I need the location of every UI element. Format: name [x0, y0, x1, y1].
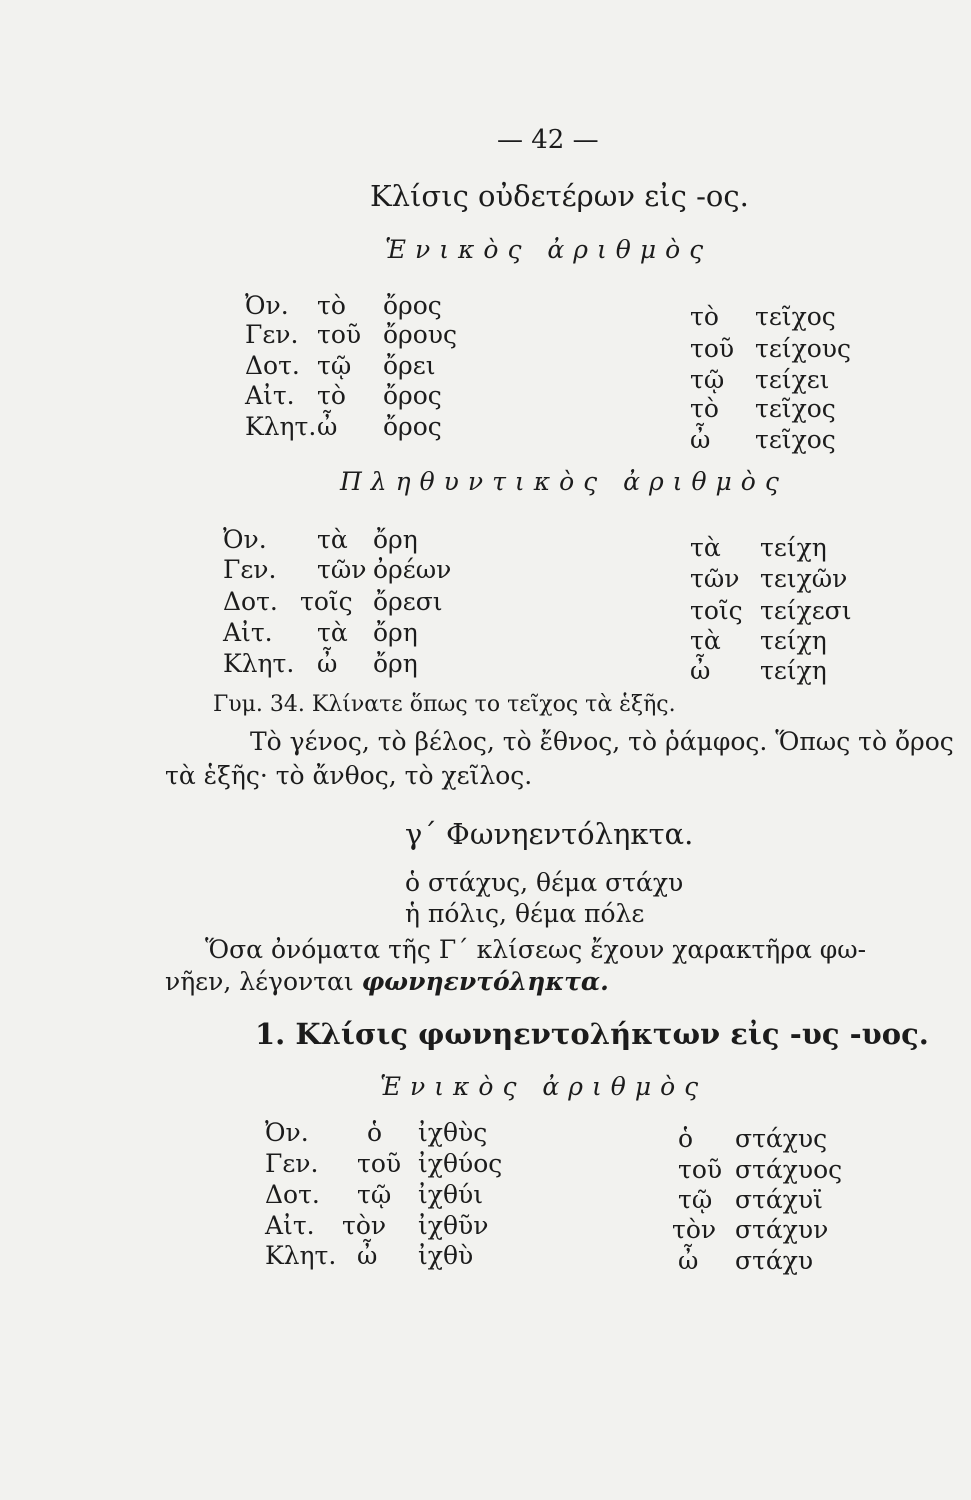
paragraph-line: [165, 969, 609, 994]
noun-form: ὄρη: [373, 525, 418, 554]
article: τοῖς: [690, 596, 743, 625]
article: τῷ: [690, 365, 725, 394]
noun-form: ἰχθύος: [418, 1149, 503, 1178]
noun-form: ἰχθύι: [418, 1180, 484, 1209]
noun-form: ὄρους: [383, 320, 457, 349]
article: ὁ: [367, 1118, 383, 1147]
case-label: Αἰτ.: [265, 1211, 315, 1240]
noun-form: ἰχθὺς: [418, 1118, 488, 1147]
noun-form: τεῖχος: [755, 425, 836, 454]
case-label: Κλητ.: [223, 649, 295, 678]
case-label: Κλητ.: [245, 412, 317, 441]
section1-singular-title: Ἑνικὸς ἀριθμὸς: [385, 235, 713, 264]
noun-form: στάχυϊ: [735, 1185, 823, 1214]
article: ὦ: [317, 649, 338, 678]
case-label: Δοτ.: [265, 1180, 320, 1209]
example-line: ἡ πόλις, θέμα πόλε: [405, 899, 645, 928]
noun-form: ὄρος: [383, 291, 442, 320]
article: τὰ: [317, 525, 348, 554]
article: τοῦ: [690, 334, 735, 363]
noun-form: τείχει: [755, 365, 830, 394]
article: τῶν: [317, 555, 367, 584]
article: τὸν: [672, 1215, 717, 1244]
noun-form: ἰχθὺ: [418, 1241, 474, 1270]
exercise-line: Τὸ γένος, τὸ βέλος, τὸ ἔθνος, τὸ ῥάμφος. Ὅπως τὸ ὄρος: [250, 727, 954, 756]
case-label: Ὀν.: [245, 291, 289, 320]
noun-form: τείχεσι: [760, 596, 852, 625]
case-label: Αἰτ.: [223, 618, 273, 647]
article: τῷ: [357, 1180, 392, 1209]
example-line: ὁ στάχυς, θέμα στάχυ: [405, 868, 684, 897]
article: τὸ: [317, 381, 346, 410]
article: τῷ: [678, 1185, 713, 1214]
article: τὰ: [690, 533, 721, 562]
article: τὸ: [690, 302, 719, 331]
noun-form: ὄρη: [373, 649, 418, 678]
noun-form: στάχυν: [735, 1215, 829, 1244]
paragraph-line: Ὅσα ὀνόματα τῆς Γ΄ κλίσεως ἔχουν χαρακτῆρα φω-: [205, 935, 867, 964]
article: ὦ: [678, 1246, 699, 1275]
noun-form: τεῖχος: [755, 302, 836, 331]
noun-form: στάχυ: [735, 1246, 814, 1275]
article: ὦ: [317, 412, 338, 441]
article: τοῦ: [678, 1155, 723, 1184]
article: τὰ: [690, 626, 721, 655]
noun-form: τεῖχος: [755, 394, 836, 423]
article: τὸ: [317, 291, 346, 320]
article: ὦ: [690, 425, 711, 454]
section1-title: Κλίσις οὐδετέρων εἰς -ος.: [370, 179, 749, 213]
case-label: Γεν.: [223, 555, 277, 584]
article: τῶν: [690, 564, 740, 593]
noun-form: ὄρεσι: [373, 587, 443, 616]
article: τοῖς: [300, 587, 353, 616]
case-label: Κλητ.: [265, 1241, 337, 1270]
case-label: Γεν.: [265, 1149, 319, 1178]
page-number: — 42 —: [497, 125, 599, 155]
article: ὦ: [690, 656, 711, 685]
article: τοῦ: [357, 1149, 402, 1178]
noun-form: ὀρέων: [373, 555, 452, 584]
case-label: Δοτ.: [223, 587, 278, 616]
noun-form: ὄρος: [383, 381, 442, 410]
case-label: Γεν.: [245, 320, 299, 349]
article: τὸ: [690, 394, 719, 423]
article: τὸν: [342, 1211, 387, 1240]
noun-form: τείχους: [755, 334, 851, 363]
noun-form: τείχη: [760, 656, 827, 685]
noun-form: τείχη: [760, 626, 827, 655]
noun-form: τειχῶν: [760, 564, 848, 593]
article: τὰ: [317, 618, 348, 647]
section3-title: 1. Κλίσις φωνηεντολήκτων εἰς -υς -υος.: [255, 1017, 929, 1051]
exercise-heading: Γυμ. 34. Κλίνατε ὅπως το τεῖχος τὰ ἑξῆς.: [213, 692, 676, 717]
article: τῷ: [317, 351, 352, 380]
paragraph-text: νῆεν, λέγονται: [165, 967, 362, 996]
noun-form: ἰχθῦν: [418, 1211, 489, 1240]
article: τοῦ: [317, 320, 362, 349]
article: ὁ: [678, 1124, 694, 1153]
noun-form: ὄρος: [383, 412, 442, 441]
section1-plural-title: Πληθυντικὸς ἀριθμὸς: [340, 467, 788, 496]
case-label: Δοτ.: [245, 351, 300, 380]
noun-form: τείχη: [760, 533, 827, 562]
noun-form: στάχυος: [735, 1155, 843, 1184]
noun-form: στάχυς: [735, 1124, 828, 1153]
case-label: Ὀν.: [265, 1118, 309, 1147]
section2-title: γ΄ Φωνηεντόληκτα.: [405, 817, 694, 851]
section3-singular-title: Ἑνικὸς ἀριθμὸς: [380, 1072, 708, 1101]
noun-form: ὄρει: [383, 351, 436, 380]
case-label: Ὀν.: [223, 525, 267, 554]
noun-form: ὄρη: [373, 618, 418, 647]
emphasized-term: φωνηεντόληκτα.: [361, 967, 609, 996]
case-label: Αἰτ.: [245, 381, 295, 410]
exercise-line: τὰ ἑξῆς· τὸ ἄνθος, τὸ χεῖλος.: [165, 761, 533, 790]
article: ὦ: [357, 1241, 378, 1270]
